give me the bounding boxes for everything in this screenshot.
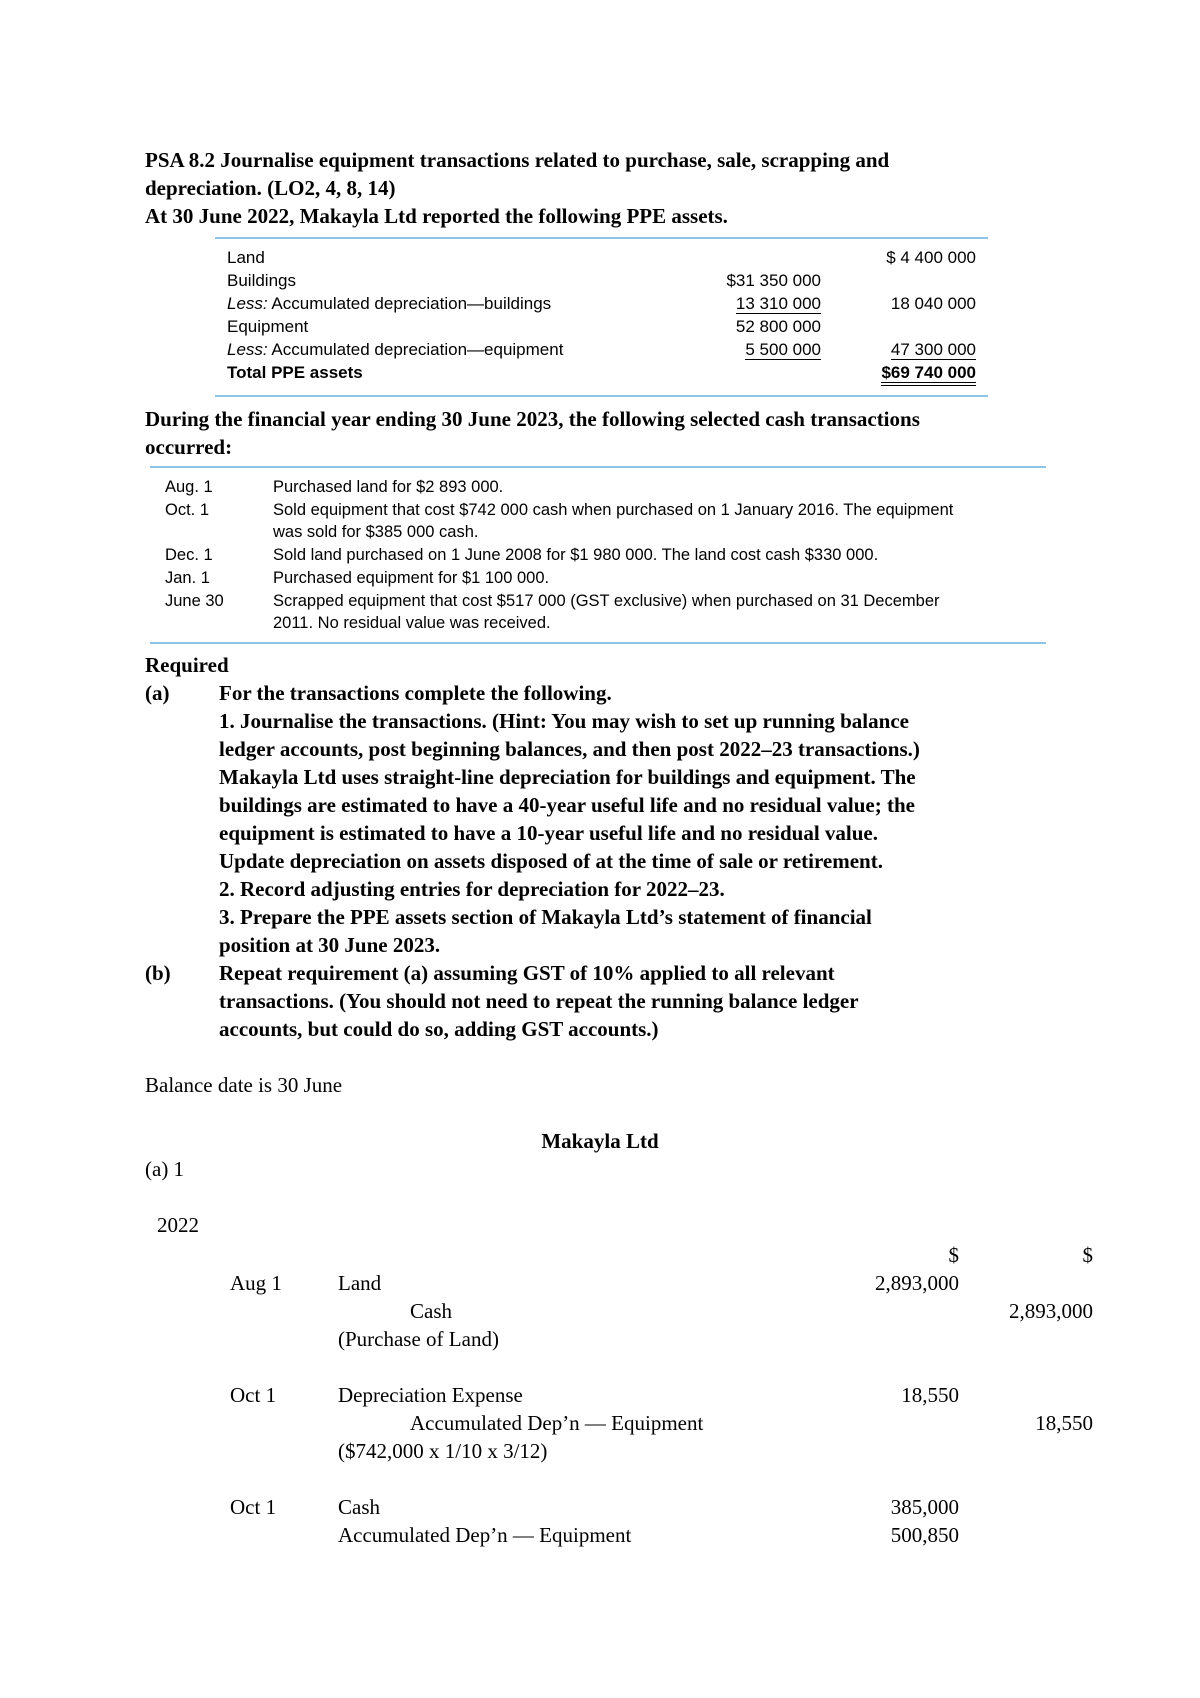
debit-account: Cash [338,1495,380,1519]
part-a-line: buildings are estimated to have a 40-year useful life and no residual value; the [219,793,915,817]
part-a-line: For the transactions complete the following. [219,681,612,705]
question-title-line-1: PSA 8.2 Journalise equipment transactions related to purchase, sale, scrapping and [145,148,890,172]
ppe-label: Total PPE assets [227,363,363,382]
part-a-label: (a) [145,681,170,705]
ppe-value-cell [721,338,821,361]
ppe-row-buildings [227,269,976,292]
debit-account: Depreciation Expense [338,1383,523,1407]
ppe-total-cell [866,338,976,361]
entry-narration: (Purchase of Land) [338,1327,499,1351]
less-italic: Less: [227,294,268,313]
part-a-line: equipment is estimated to have a 10-year useful life and no residual value. [219,821,878,845]
part-a-line: 3. Prepare the PPE assets section of Makayla Ltd’s statement of financial [219,905,872,929]
ppe-grand-total: $69 740 000 [881,363,976,386]
debit-amount: 500,850 [890,1523,959,1547]
ppe-label: Land [227,248,265,267]
ppe-value-text: 5 500 000 [745,340,821,359]
ppe-total-cell: 18 040 000 [890,294,976,313]
transaction-desc: was sold for $385 000 cash. [273,523,479,541]
company-name: Makayla Ltd [541,1129,659,1153]
credit-amount: 2,893,000 [1009,1299,1093,1323]
credit-account: Accumulated Dep’n — Equipment [410,1411,704,1435]
transaction-date: Oct. 1 [165,501,210,519]
part-label: (a) 1 [145,1157,185,1181]
part-a-line: ledger accounts, post beginning balances, and then post 2022–23 transactions.) [219,737,920,761]
debit-amount: 2,893,000 [875,1271,959,1295]
required-heading: Required [145,653,229,677]
transaction-date: Aug. 1 [165,478,213,496]
entry-date: Oct 1 [230,1383,277,1407]
transaction-date: Jan. 1 [165,569,210,587]
ppe-value-cell [721,292,821,315]
entry-date: Aug 1 [230,1271,282,1295]
entry-date: Oct 1 [230,1495,277,1519]
transaction-desc: Sold land purchased on 1 June 2008 for $1 980 000. The land cost cash $330 000. [273,546,879,564]
ppe-value-text: 13 310 000 [735,294,821,313]
during-text-line-1: During the financial year ending 30 June 2023, the following selected cash transactions [145,407,920,431]
debit-amount: 385,000 [890,1495,959,1519]
debit-account: Land [338,1271,382,1295]
ppe-label-text: Accumulated depreciation—equipment [267,340,564,359]
part-b-label: (b) [145,961,171,985]
debit-account: Accumulated Dep’n — Equipment [338,1523,632,1547]
part-a-line: 2. Record adjusting entries for depreciation for 2022–23. [219,877,725,901]
part-b-line: accounts, but could do so, adding GST accounts.) [219,1017,659,1041]
question-title-line-2: depreciation. (LO2, 4, 8, 14) [145,176,396,200]
transaction-date: June 30 [165,592,224,610]
ppe-label [227,292,551,315]
ppe-total-cell [866,361,976,384]
ppe-label [227,338,563,361]
ppe-assets-table [215,237,988,397]
balance-date-note: Balance date is 30 June [145,1073,343,1097]
entry-narration: ($742,000 x 1/10 x 3/12) [338,1439,548,1463]
ppe-row-equipment [227,315,976,338]
credit-column-header: $ [1082,1243,1093,1267]
part-b-text [219,959,1069,1043]
ppe-value-cell: 52 800 000 [735,317,821,336]
ppe-row-acc-dep-equipment [227,338,976,361]
ppe-row-acc-dep-buildings [227,292,976,315]
transaction-desc: Scrapped equipment that cost $517 000 (GST exclusive) when purchased on 31 December [273,592,940,610]
part-b-line: Repeat requirement (a) assuming GST of 10% applied to all relevant [219,961,835,985]
journal-year: 2022 [157,1213,199,1237]
part-a-line: Makayla Ltd uses straight-line depreciation for buildings and equipment. The [219,765,916,789]
transaction-desc: Sold equipment that cost $742 000 cash when purchased on 1 January 2016. The equipment [273,501,954,519]
debit-column-header: $ [948,1243,959,1267]
ppe-value-cell: $31 350 000 [726,271,821,290]
part-a-text [219,679,1069,959]
debit-amount: 18,550 [901,1383,959,1407]
ppe-total-text: 47 300 000 [890,340,976,359]
part-a-line: position at 30 June 2023. [219,933,441,957]
ppe-row-land [227,246,976,269]
less-italic: Less: [227,340,268,359]
ppe-label: Equipment [227,317,309,336]
transaction-desc: 2011. No residual value was received. [273,614,551,632]
transaction-desc: Purchased land for $2 893 000. [273,478,504,496]
ppe-row-total [227,361,976,384]
transactions-table [150,466,1046,644]
part-a-line: Update depreciation on assets disposed of at the time of sale or retirement. [219,849,883,873]
part-a-line: 1. Journalise the transactions. (Hint: You may wish to set up running balance [219,709,909,733]
credit-amount: 18,550 [1035,1411,1093,1435]
during-text-line-2: occurred: [145,435,233,459]
ppe-total-cell: $ 4 400 000 [886,248,976,267]
intro-text: At 30 June 2022, Makayla Ltd reported the following PPE assets. [145,204,728,228]
transaction-date: Dec. 1 [165,546,213,564]
part-b-line: transactions. (You should not need to repeat the running balance ledger [219,989,859,1013]
ppe-label: Buildings [227,271,296,290]
ppe-label-text: Accumulated depreciation—buildings [267,294,552,313]
credit-account: Cash [410,1299,452,1323]
transaction-desc: Purchased equipment for $1 100 000. [273,569,550,587]
